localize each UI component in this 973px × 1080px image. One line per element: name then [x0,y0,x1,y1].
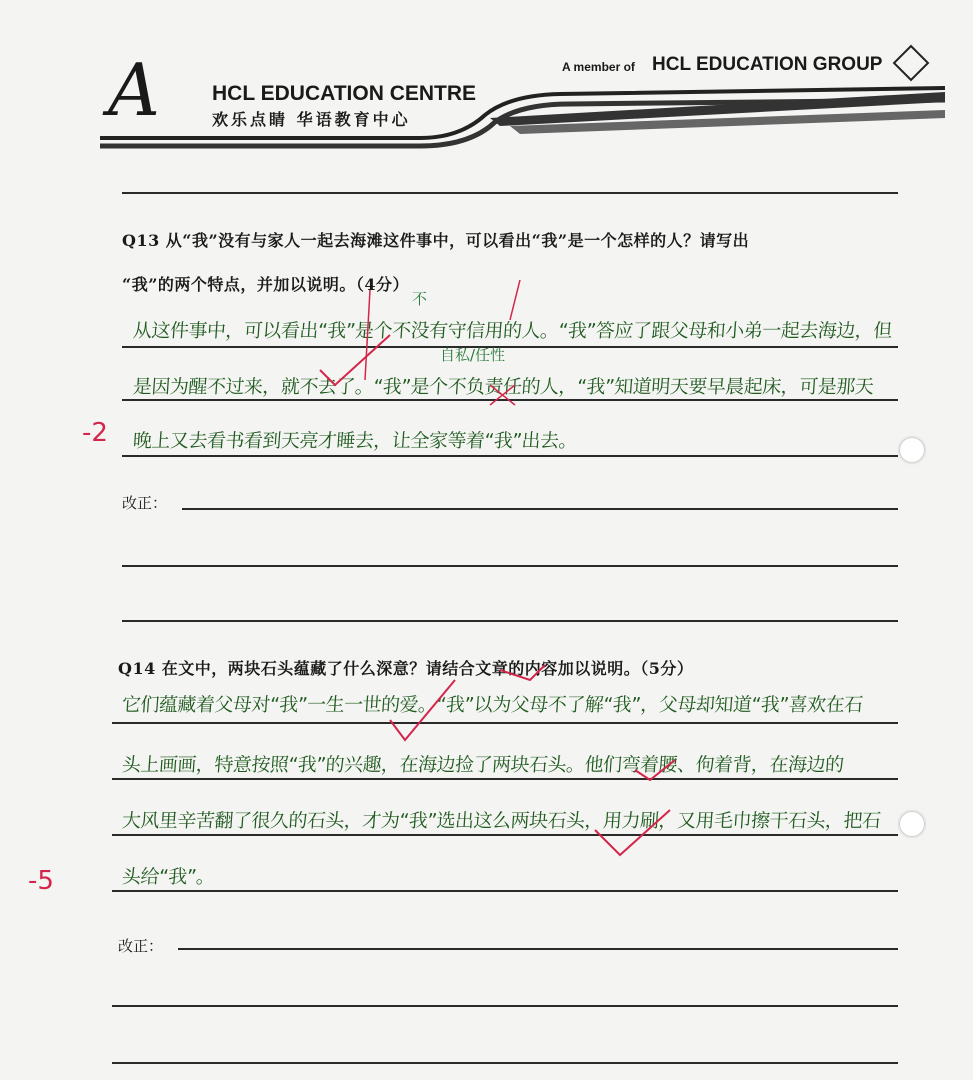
ruled-line [122,192,898,194]
q13-score-deduction: -2 [82,418,108,448]
q14-answer-line: 头上画画，特意按照“我”的兴趣，在海边捡了两块石头。他们弯着腰、佝着背，在海边的 [121,754,845,776]
group-logo-icon [893,45,930,82]
ruled-line [122,565,898,567]
logo-icon: A [108,48,160,132]
q13-correction-label: 改正： [122,494,168,512]
q14-correction-line [178,948,898,950]
q14-answer-line: 头给“我”。 [121,866,216,888]
q14-correction-label: 改正： [118,937,164,955]
header-swoosh [90,80,970,160]
q14-answer-line: 它们蕴藏着父母对“我”一生一世的爱。“我”以为父母不了解“我”，父母却知道“我”喜欢在石 [121,694,864,716]
q14-answer-line: 大风里辛苦翻了很久的石头，才为“我”选出这么两块石头，用力刷，又用毛巾擦干石头，把石 [121,810,882,832]
centre-name-cn: 欢乐点睛 华语教育中心 [212,110,411,129]
q13-correction-line [182,508,898,510]
binder-hole [900,812,924,836]
ruled-line [112,890,898,892]
check-mark-icon [300,280,560,410]
q14-question: Q14 在文中，两块石头蕴藏了什么深意？请结合文章的内容加以说明。（5分） [118,659,694,678]
ruled-line [112,1062,898,1064]
teacher-insert-note: 不 [412,290,428,308]
q13-question-line1: Q13 从“我”没有与家人一起去海滩这件事中，可以看出“我”是一个怎样的人？请写出 [122,231,750,250]
member-prefix: A member of [562,60,635,74]
ruled-line [112,1005,898,1007]
ruled-line [122,620,898,622]
q13-answer-line: 是因为醒不过来，就不去了。“我”是个不负责任的人，“我”知道明天要早晨起床，可是那天 [132,376,875,398]
teacher-correction-note: 自私/任性 [440,346,506,364]
q14-score-deduction: -5 [28,866,54,896]
ruled-line [122,455,898,457]
q13-answer-line: 晚上又去看书看到天亮才睡去，让全家等着“我”出去。 [132,430,578,452]
centre-name: HCL EDUCATION CENTRE [212,82,477,105]
binder-hole [900,438,924,462]
group-name: HCL EDUCATION GROUP [652,54,883,75]
q13-answer-line: 从这件事中，可以看出“我”是个不没有守信用的人。“我”答应了跟父母和小弟一起去海边，但 [132,320,893,342]
check-mark-icon [380,660,800,860]
q13-question-line2: “我”的两个特点，并加以说明。（4分） [122,275,410,294]
